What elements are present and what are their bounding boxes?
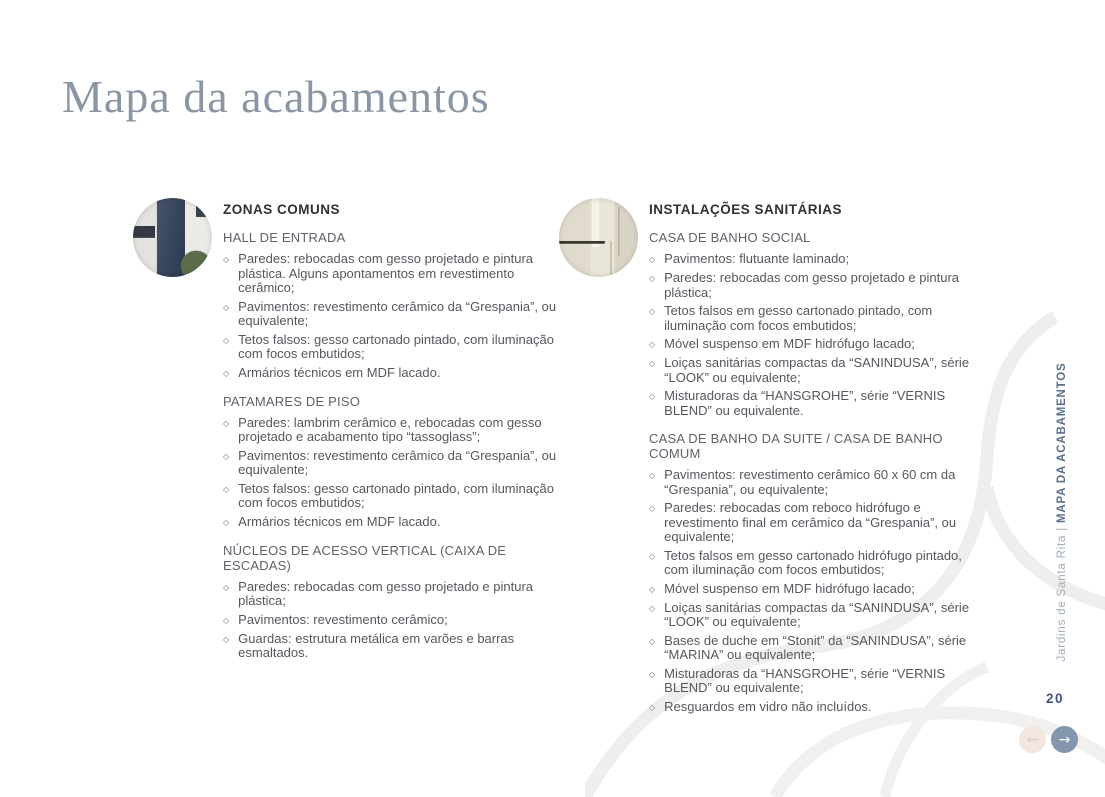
diamond-bullet-icon: ◇ [649,702,656,712]
finish-item [649,271,984,300]
diamond-bullet-icon: ◇ [649,636,656,646]
finish-items-list [649,468,984,715]
label-separator: | [1056,526,1068,531]
diamond-bullet-icon: ◇ [223,517,230,527]
arrow-right-icon: → [1058,731,1071,748]
diamond-bullet-icon: ◇ [649,255,656,264]
section-subheading: CASA DE BANHO DA SUITE / CASA DE BANHO COMUM [649,431,943,461]
finish-item-text: Tetos falsos em gesso cartonado pintado, com iluminação com focos embutidos; [664,303,933,333]
diamond-bullet-icon: ◇ [649,504,656,513]
finish-item [649,634,984,663]
finish-item-text: Pavimentos: flutuante laminado; [664,251,850,266]
finish-item [223,482,558,511]
diamond-bullet-icon: ◇ [649,307,656,316]
finish-items-list [223,252,558,381]
section-name-label: MAPA DA ACABAMENTOS [1056,362,1068,523]
finish-item-text: Pavimentos: revestimento cerâmico da “Grespania”, ou equivalente; [238,298,557,328]
column-sections [223,230,558,661]
finish-item-text: Móvel suspenso em MDF hidrófugo lacado; [664,336,915,351]
finish-item [223,449,558,478]
finish-item-text: Paredes: rebocadas com gesso projetado e pintura plástica; [238,578,534,608]
diamond-bullet-icon: ◇ [223,255,230,264]
finish-item [223,416,558,445]
page-number: 20 [1046,691,1065,706]
finish-item [649,700,984,715]
column-heading: INSTALAÇÕES SANITÁRIAS [649,202,843,217]
diamond-bullet-icon: ◇ [649,603,656,613]
finish-item-text: Pavimentos: revestimento cerâmico; [238,611,448,627]
finish-item [649,468,984,497]
finish-item-text: Tetos falsos: gesso cartonado pintado, com iluminação com focos embutidos; [238,331,554,361]
finish-item-text: Armários técnicos em MDF lacado. [238,364,441,380]
vertical-page-label [1056,352,1070,672]
finish-item [223,252,558,296]
diamond-bullet-icon: ◇ [649,551,656,561]
finish-items-list [223,580,558,661]
finish-item [649,389,984,418]
section-subheading: CASA DE BANHO SOCIAL [649,230,811,245]
finish-item-text: Loiças sanitárias compactas da “SANINDUSA”, série “LOOK” ou equivalente; [664,599,970,629]
finish-item [223,300,558,329]
diamond-bullet-icon: ◇ [649,392,656,401]
finish-item-text: Guardas: estrutura metálica em varões e barras esmaltados. [238,630,515,660]
building-facade-photo [133,198,212,277]
finish-item-text: Tetos falsos em gesso cartonado hidrófugo pintado, com iluminação com focos embutidos; [664,547,962,577]
diamond-bullet-icon: ◇ [223,368,230,378]
content-column [559,196,984,719]
column-heading: ZONAS COMUNS [223,202,340,217]
finish-item [223,515,558,530]
diamond-bullet-icon: ◇ [223,484,230,494]
next-page-button[interactable] [1051,726,1078,753]
finish-item [223,333,558,362]
diamond-bullet-icon: ◇ [223,615,230,625]
finish-item-text: Misturadoras da “HANSGROHE”, série “VERNIS BLEND” ou equivalente; [664,665,946,695]
finish-item [649,549,984,578]
finish-item [223,366,558,381]
finish-item-text: Resguardos em vidro não incluídos. [664,698,872,714]
section-subheading: PATAMARES DE PISO [223,393,361,409]
finish-item-text: Tetos falsos: gesso cartonado pintado, com iluminação com focos embutidos; [238,480,554,510]
finish-item [649,252,984,267]
diamond-bullet-icon: ◇ [223,451,230,461]
finish-item [649,356,984,385]
finish-item [649,667,984,696]
finish-item-text: Loiças sanitárias compactas da “SANINDUSA”, série “LOOK” ou equivalente; [664,355,970,385]
page-title: Mapa da acabamentos [62,71,490,122]
diamond-bullet-icon: ◇ [223,418,230,428]
diamond-bullet-icon: ◇ [223,634,230,644]
column-sections [649,230,984,715]
diamond-bullet-icon: ◇ [223,335,230,345]
finish-item [649,601,984,630]
project-name-label: Jardins de Santa Rita [1056,534,1068,662]
diamond-bullet-icon: ◇ [649,584,656,594]
diamond-bullet-icon: ◇ [649,471,656,480]
diamond-bullet-icon: ◇ [223,582,230,592]
finish-item-text: Pavimentos: revestimento cerâmico 60 x 60 cm da “Grespania”, ou equivalente; [664,467,956,497]
page-navigation [1019,726,1078,753]
finish-item-text: Paredes: rebocadas com reboco hidrófugo e revestimento final em cerâmico da “Grespania”, ou equivalente; [664,500,957,544]
diamond-bullet-icon: ◇ [649,274,656,283]
finish-item [223,613,558,628]
content-column [133,196,558,665]
section-subheading: NÚCLEOS DE ACESSO VERTICAL (CAIXA DE ESCADAS) [223,542,507,573]
finish-item-text: Paredes: rebocadas com gesso projetado e pintura plástica. Alguns apontamentos em revestimento cerâmico; [238,251,534,295]
finish-item [649,582,984,597]
finish-item-text: Paredes: rebocadas com gesso projetado e pintura plástica; [664,270,960,300]
finish-item [223,580,558,609]
finish-item-text: Pavimentos: revestimento cerâmico da “Grespania”, ou equivalente; [238,447,557,477]
finish-item-text: Armários técnicos em MDF lacado. [238,513,441,529]
previous-page-button[interactable] [1019,726,1046,753]
section-subheading: HALL DE ENTRADA [223,230,346,245]
finish-item [649,501,984,545]
finish-items-list [223,416,558,530]
finish-item-text: Misturadoras da “HANSGROHE”, série “VERNIS BLEND” ou equivalente. [664,388,946,418]
finish-item-text: Móvel suspenso em MDF hidrófugo lacado; [664,580,915,596]
finish-item-text: Paredes: lambrim cerâmico e, rebocadas com gesso projetado e acabamento tipo “tassoglass”; [238,414,542,444]
finish-items-list [649,252,984,418]
finish-item [223,632,558,661]
diamond-bullet-icon: ◇ [223,302,230,312]
diamond-bullet-icon: ◇ [649,669,656,679]
finish-item [649,304,984,333]
finish-item [649,337,984,352]
diamond-bullet-icon: ◇ [649,340,656,349]
arrow-left-icon: ← [1026,731,1039,748]
diamond-bullet-icon: ◇ [649,359,656,368]
bathroom-photo [559,198,638,277]
finish-item-text: Bases de duche em “Stonit” da “SANINDUSA”, série “MARINA” ou equivalente; [664,632,967,662]
